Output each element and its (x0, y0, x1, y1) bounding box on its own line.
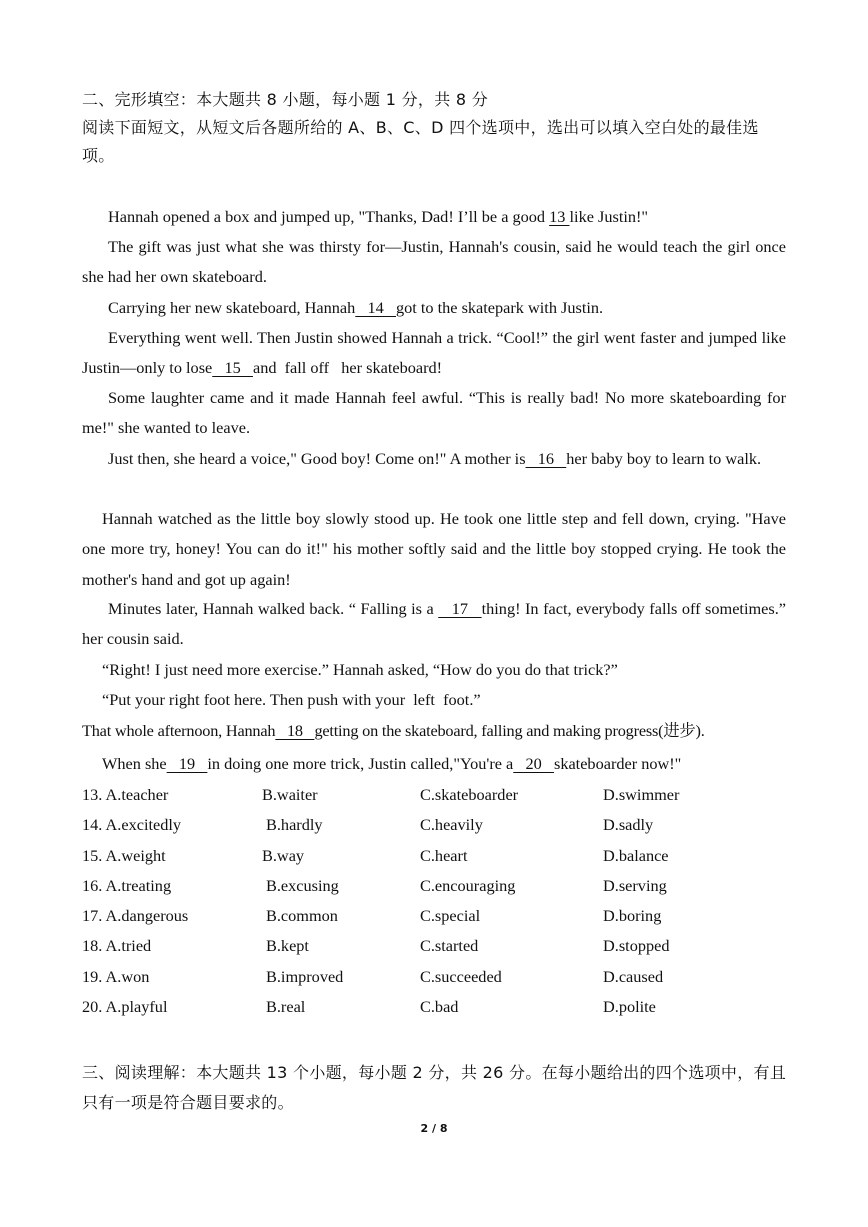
option-c: C.special (420, 906, 481, 925)
option-d: D.boring (603, 906, 662, 925)
option-d: D.balance (603, 846, 669, 865)
question-number: 18. (82, 936, 103, 955)
passage-paragraph-7: Hannah watched as the little boy slowly stood up. He took one little step and fell down, crying. "Have one more try, honey! You can do it!" his mother softly said and the little boy stopped crying. He took the mother's hand and got up again! (82, 509, 786, 589)
question-number-option-a (82, 876, 171, 896)
paragraph-text: Minutes later, Hannah walked back. “ Falling is a (108, 599, 434, 618)
paragraph-text: and fall off her skateboard! (252, 358, 443, 378)
option-b: B.hardly (266, 815, 323, 834)
blank-18: 18 (275, 721, 315, 740)
blank-17: 17 (438, 599, 482, 618)
question-number-option-a (82, 997, 167, 1017)
option-b: B.waiter (262, 785, 318, 804)
option-a: A.excitedly (105, 815, 182, 834)
paragraph-text: When she (102, 754, 167, 773)
blank-14: 14 (355, 298, 396, 317)
passage-paragraph-3 (82, 293, 786, 323)
option-b: B.real (266, 997, 306, 1016)
paragraph-text: Everything went well. Then Justin showed Hannah a trick. “Cool!” the girl went faster and jumped like Justin—only to lose (82, 328, 786, 378)
passage-paragraph-2: The gift was just what she was thirsty for—Justin, Hannah's cousin, said he would teach the girl once she had her own skateboard. (82, 237, 786, 287)
paragraph-text: thing! In fact, everybody falls off sometimes.” her cousin said. (82, 599, 786, 649)
option-a: A.won (105, 967, 150, 986)
option-d: D.sadly (603, 815, 654, 834)
question-number: 20. (82, 997, 103, 1016)
passage-paragraph-6 (82, 444, 786, 474)
passage-paragraph-9: “Right! I just need more exercise.” Hannah asked, “How do you do that trick?” (102, 660, 618, 679)
question-number-option-a (82, 967, 149, 987)
option-a: A.teacher (105, 785, 169, 804)
paragraph-text: Carrying her new skateboard, Hannah (108, 298, 356, 317)
option-d: D.stopped (603, 936, 670, 955)
option-a: A.weight (105, 846, 166, 865)
option-d: D.caused (603, 967, 664, 986)
option-b: B.way (262, 846, 305, 865)
option-c: C.succeeded (420, 967, 502, 986)
paragraph-text: her baby boy to learn to walk. (566, 449, 762, 468)
passage-paragraph-12 (82, 749, 786, 779)
blank-15: 15 (212, 358, 253, 378)
blank-13: 13 (549, 207, 570, 226)
question-number: 19. (82, 967, 103, 986)
paragraph-text: That whole afternoon, Hannah (82, 721, 276, 740)
blank-20: 20 (513, 754, 554, 773)
section-2-title: 二、完形填空：本大题共 8 小题，每小题 1 分，共 8 分 (82, 90, 489, 109)
page-number: 2 / 8 (420, 1122, 448, 1135)
paragraph-text: in doing one more trick, Justin called,"You're a (207, 754, 514, 773)
option-c: C.bad (420, 997, 459, 1016)
paragraph-text: Just then, she heard a voice," Good boy! Come on!" A mother is (108, 449, 526, 468)
question-number-option-a (82, 936, 151, 956)
blank-19: 19 (166, 754, 208, 773)
option-b: B.kept (266, 936, 309, 955)
question-number: 13. (82, 785, 103, 804)
option-c: C.started (420, 936, 479, 955)
passage-paragraph-10: “Put your right foot here. Then push with your left foot.” (102, 690, 481, 709)
question-number: 14. (82, 815, 103, 834)
option-d: D.polite (603, 997, 656, 1016)
question-number-option-a (82, 815, 181, 835)
passage-paragraph-4 (82, 323, 786, 384)
option-c: C.skateboarder (420, 785, 519, 804)
option-c: C.heart (420, 846, 468, 865)
question-number: 16. (82, 876, 103, 895)
option-b: B.common (266, 906, 338, 925)
option-a: A.treating (105, 876, 172, 895)
option-d: D.serving (603, 876, 667, 895)
question-number: 17. (82, 906, 103, 925)
option-c: C.heavily (420, 815, 483, 834)
passage-paragraph-1 (82, 202, 786, 232)
passage-paragraph-11 (82, 716, 786, 746)
paragraph-text: getting on the skateboard, falling and making progress(进步). (314, 721, 705, 740)
option-c: C.encouraging (420, 876, 516, 895)
paragraph-text: got to the skatepark with Justin. (396, 298, 604, 317)
paragraph-text: like Justin!" (569, 207, 649, 226)
blank-16: 16 (525, 449, 567, 468)
passage-paragraph-5: Some laughter came and it made Hannah feel awful. “This is really bad! No more skateboarding for me!" she wanted to leave. (82, 388, 786, 438)
section-2-instruction: 阅读下面短文，从短文后各题所给的 A、B、C、D 四个选项中，选出可以填入空白处的最佳选项。 (82, 118, 759, 165)
question-number: 15. (82, 846, 103, 865)
option-b: B.improved (266, 967, 344, 986)
option-d: D.swimmer (603, 785, 680, 804)
paragraph-text: skateboarder now!" (553, 754, 682, 773)
option-b: B.excusing (266, 876, 339, 895)
question-number-option-a (82, 785, 168, 805)
passage-paragraph-8 (82, 594, 786, 655)
option-a: A.dangerous (105, 906, 189, 925)
paragraph-text: Hannah opened a box and jumped up, "Thanks, Dad! I’ll be a good (108, 207, 546, 226)
option-a: A.playful (105, 997, 168, 1016)
question-number-option-a (82, 846, 166, 866)
question-number-option-a (82, 906, 188, 926)
section-3-title: 三、阅读理解：本大题共 13 个小题，每小题 2 分，共 26 分。在每小题给出的四个选项中，有且只有一项是符合题目要求的。 (82, 1063, 787, 1112)
option-a: A.tried (105, 936, 152, 955)
